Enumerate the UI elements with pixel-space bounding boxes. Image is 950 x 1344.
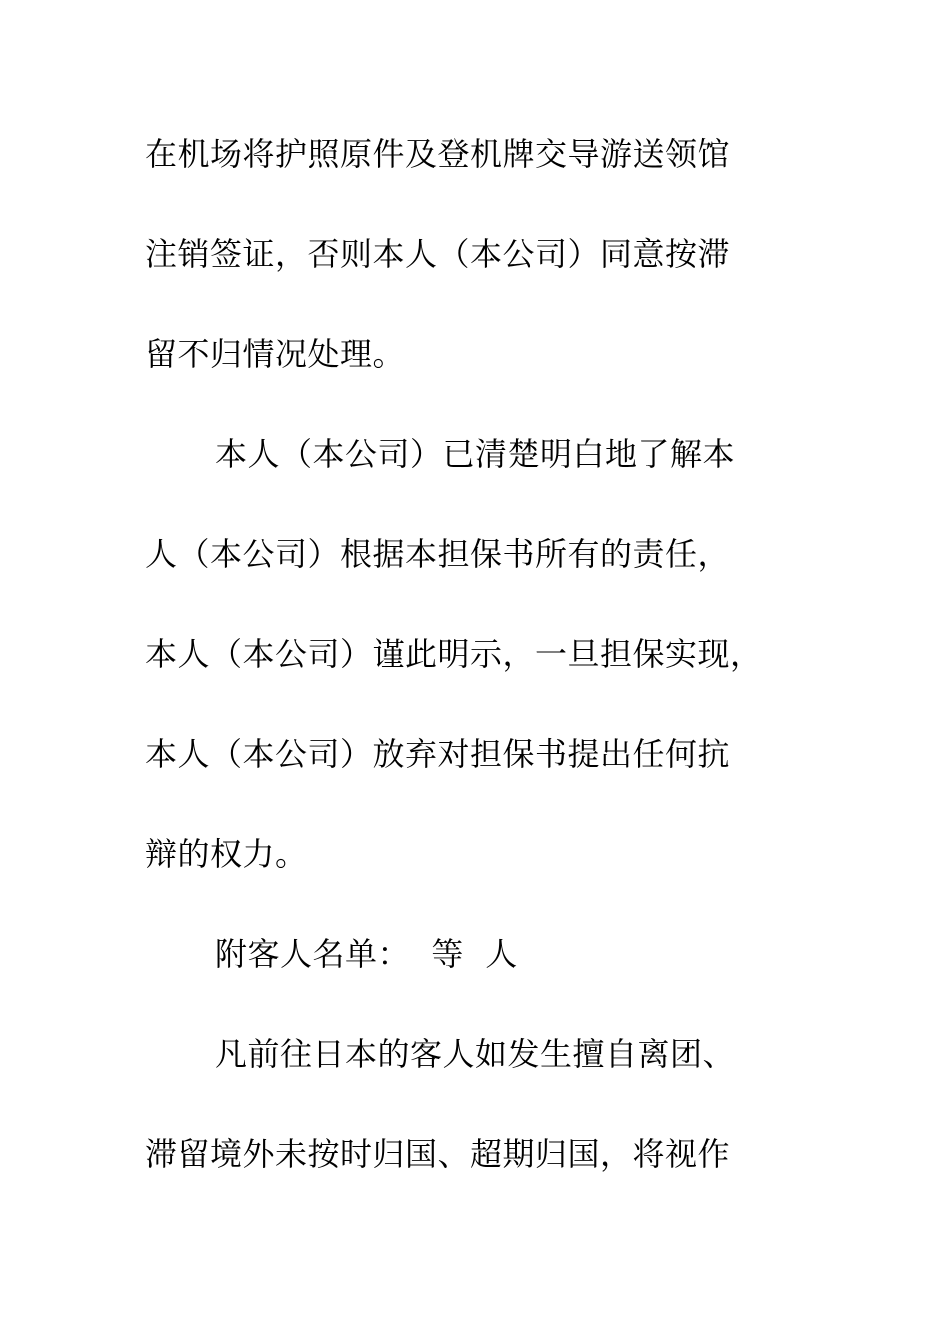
text-line: 辩的权力。 — [145, 835, 308, 873]
text-line: 留不归情况处理。 — [145, 335, 406, 373]
guest-list-line: 附客人名单： 等 人 — [215, 935, 518, 973]
document-body — [145, 124, 835, 1224]
text-line: 注销签证，否则本人（本公司）同意按滞 — [145, 235, 731, 273]
text-line: 滞留境外未按时归国、超期归国，将视作 — [145, 1135, 731, 1173]
text-line: 本人（本公司）谨此明示，一旦担保实现， — [145, 635, 763, 673]
text-line: 在机场将护照原件及登机牌交导游送领馆 — [145, 135, 731, 173]
text-line: 人（本公司）根据本担保书所有的责任， — [145, 535, 731, 573]
paragraph-start-line: 本人（本公司）已清楚明白地了解本 — [215, 435, 736, 473]
text-line: 本人（本公司）放弃对担保书提出任何抗 — [145, 735, 731, 773]
paragraph-start-line: 凡前往日本的客人如发生擅自离团、 — [215, 1035, 736, 1073]
